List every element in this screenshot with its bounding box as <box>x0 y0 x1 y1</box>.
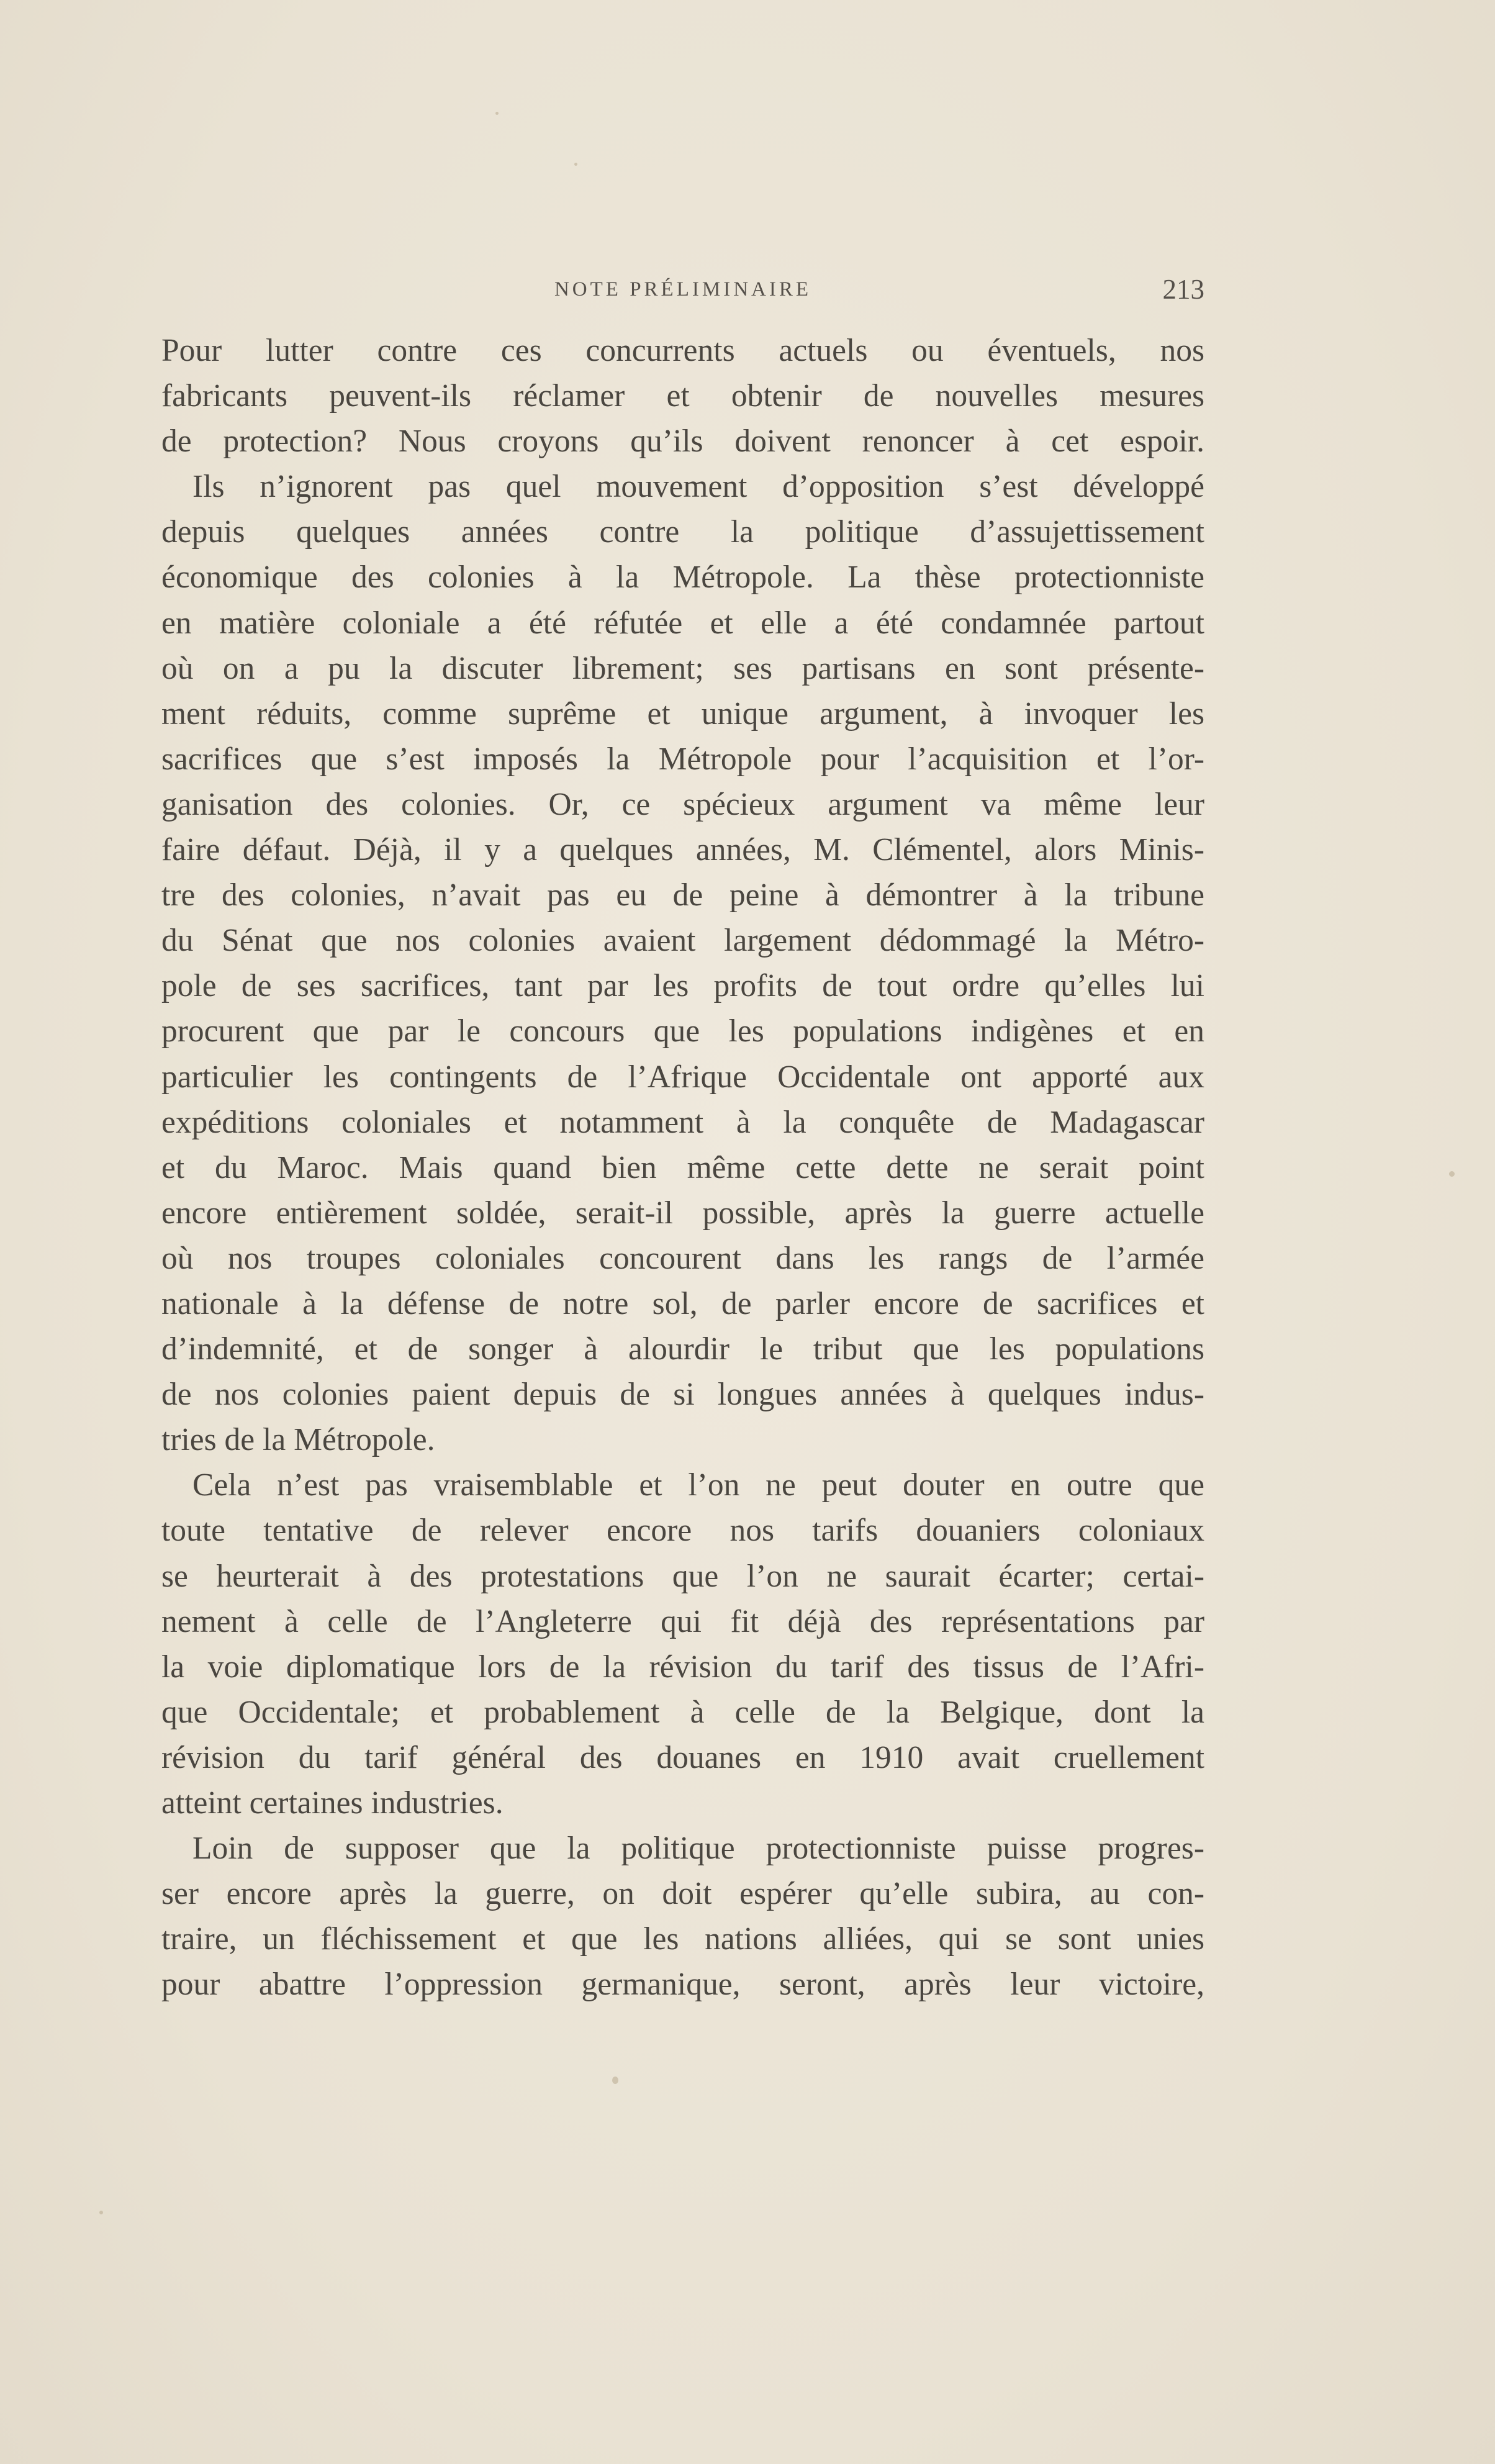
text-line: où on a pu la discuter librement; ses partisans en sont présente- <box>161 650 1204 686</box>
page-number: 213 <box>1162 274 1204 305</box>
text-line: et du Maroc. Mais quand bien même cette dette ne serait point <box>161 1149 1204 1185</box>
text-line: d’indemnité, et de songer à alourdir le tribut que les populations <box>161 1331 1204 1367</box>
text-line: tre des colonies, n’avait pas eu de peine à démontrer à la tribune <box>161 877 1204 913</box>
paper-spot <box>495 112 499 115</box>
paper-spot <box>574 163 577 166</box>
text-line: traire, un fléchissement et que les nations alliées, qui se sont unies <box>161 1921 1204 1957</box>
text-line: faire défaut. Déjà, il y a quelques années, M. Clémentel, alors Minis- <box>161 832 1204 868</box>
paper-spot <box>612 2077 618 2084</box>
body-text <box>161 328 1204 2007</box>
text-line: Pour lutter contre ces concurrents actuels ou éventuels, nos <box>161 333 1204 368</box>
text-line: de protection? Nous croyons qu’ils doivent renoncer à cet espoir. <box>161 424 1204 460</box>
text-line: depuis quelques années contre la politique d’assujettissement <box>161 514 1204 550</box>
text-line: Cela n’est pas vraisemblable et l’on ne peut douter en outre que <box>192 1467 1204 1503</box>
text-line: encore entièrement soldée, serait-il possible, après la guerre actuelle <box>161 1195 1204 1231</box>
text-line: pole de ses sacrifices, tant par les profits de tout ordre qu’elles lui <box>161 968 1204 1004</box>
text-line: de nos colonies paient depuis de si longues années à quelques indus- <box>161 1377 1204 1413</box>
running-head <box>161 273 1204 310</box>
text-line: du Sénat que nos colonies avaient largement dédommagé la Métro- <box>161 923 1204 959</box>
text-line: que Occidentale; et probablement à celle de la Belgique, dont la <box>161 1694 1204 1730</box>
text-line: où nos troupes coloniales concourent dans les rangs de l’armée <box>161 1240 1204 1276</box>
text-line: Loin de supposer que la politique protectionniste puisse progres- <box>192 1831 1204 1867</box>
text-line: Ils n’ignorent pas quel mouvement d’opposition s’est développé <box>192 469 1204 505</box>
text-line: particulier les contingents de l’Afrique Occidentale ont apporté aux <box>161 1059 1204 1095</box>
running-title: NOTE PRÉLIMINAIRE <box>554 278 812 301</box>
text-line: toute tentative de relever encore nos tarifs douaniers coloniaux <box>161 1513 1204 1549</box>
paper-spot <box>99 2211 103 2214</box>
text-line: atteint certaines industries. <box>161 1785 504 1821</box>
text-line: sacrifices que s’est imposés la Métropole pour l’acquisition et l’or- <box>161 741 1204 777</box>
text-line: nationale à la défense de notre sol, de parler encore de sacrifices et <box>161 1285 1204 1321</box>
text-line: fabricants peuvent-ils réclamer et obtenir de nouvelles mesures <box>161 378 1204 414</box>
text-line: ser encore après la guerre, on doit espérer qu’elle subira, au con- <box>161 1876 1204 1912</box>
paper-spot <box>1449 1171 1455 1177</box>
text-line: la voie diplomatique lors de la révision du tarif des tissus de l’Afri- <box>161 1649 1204 1685</box>
text-line: procurent que par le concours que les populations indigènes et en <box>161 1013 1204 1049</box>
text-line: pour abattre l’oppression germanique, seront, après leur victoire, <box>161 1967 1204 2003</box>
text-line: tries de la Métropole. <box>161 1422 435 1458</box>
text-line: ment réduits, comme suprême et unique argument, à invoquer les <box>161 695 1204 732</box>
text-line: nement à celle de l’Angleterre qui fit déjà des représentations par <box>161 1603 1204 1639</box>
text-line: révision du tarif général des douanes en 1910 avait cruellement <box>161 1739 1204 1775</box>
text-line: ganisation des colonies. Or, ce spécieux argument va même leur <box>161 786 1204 822</box>
text-line: se heurterait à des protestations que l’on ne saurait écarter; certai- <box>161 1558 1204 1594</box>
text-line: économique des colonies à la Métropole. La thèse protectionniste <box>161 559 1204 596</box>
text-line: en matière coloniale a été réfutée et elle a été condamnée partout <box>161 605 1204 641</box>
text-line: expéditions coloniales et notamment à la conquête de Madagascar <box>161 1104 1204 1140</box>
